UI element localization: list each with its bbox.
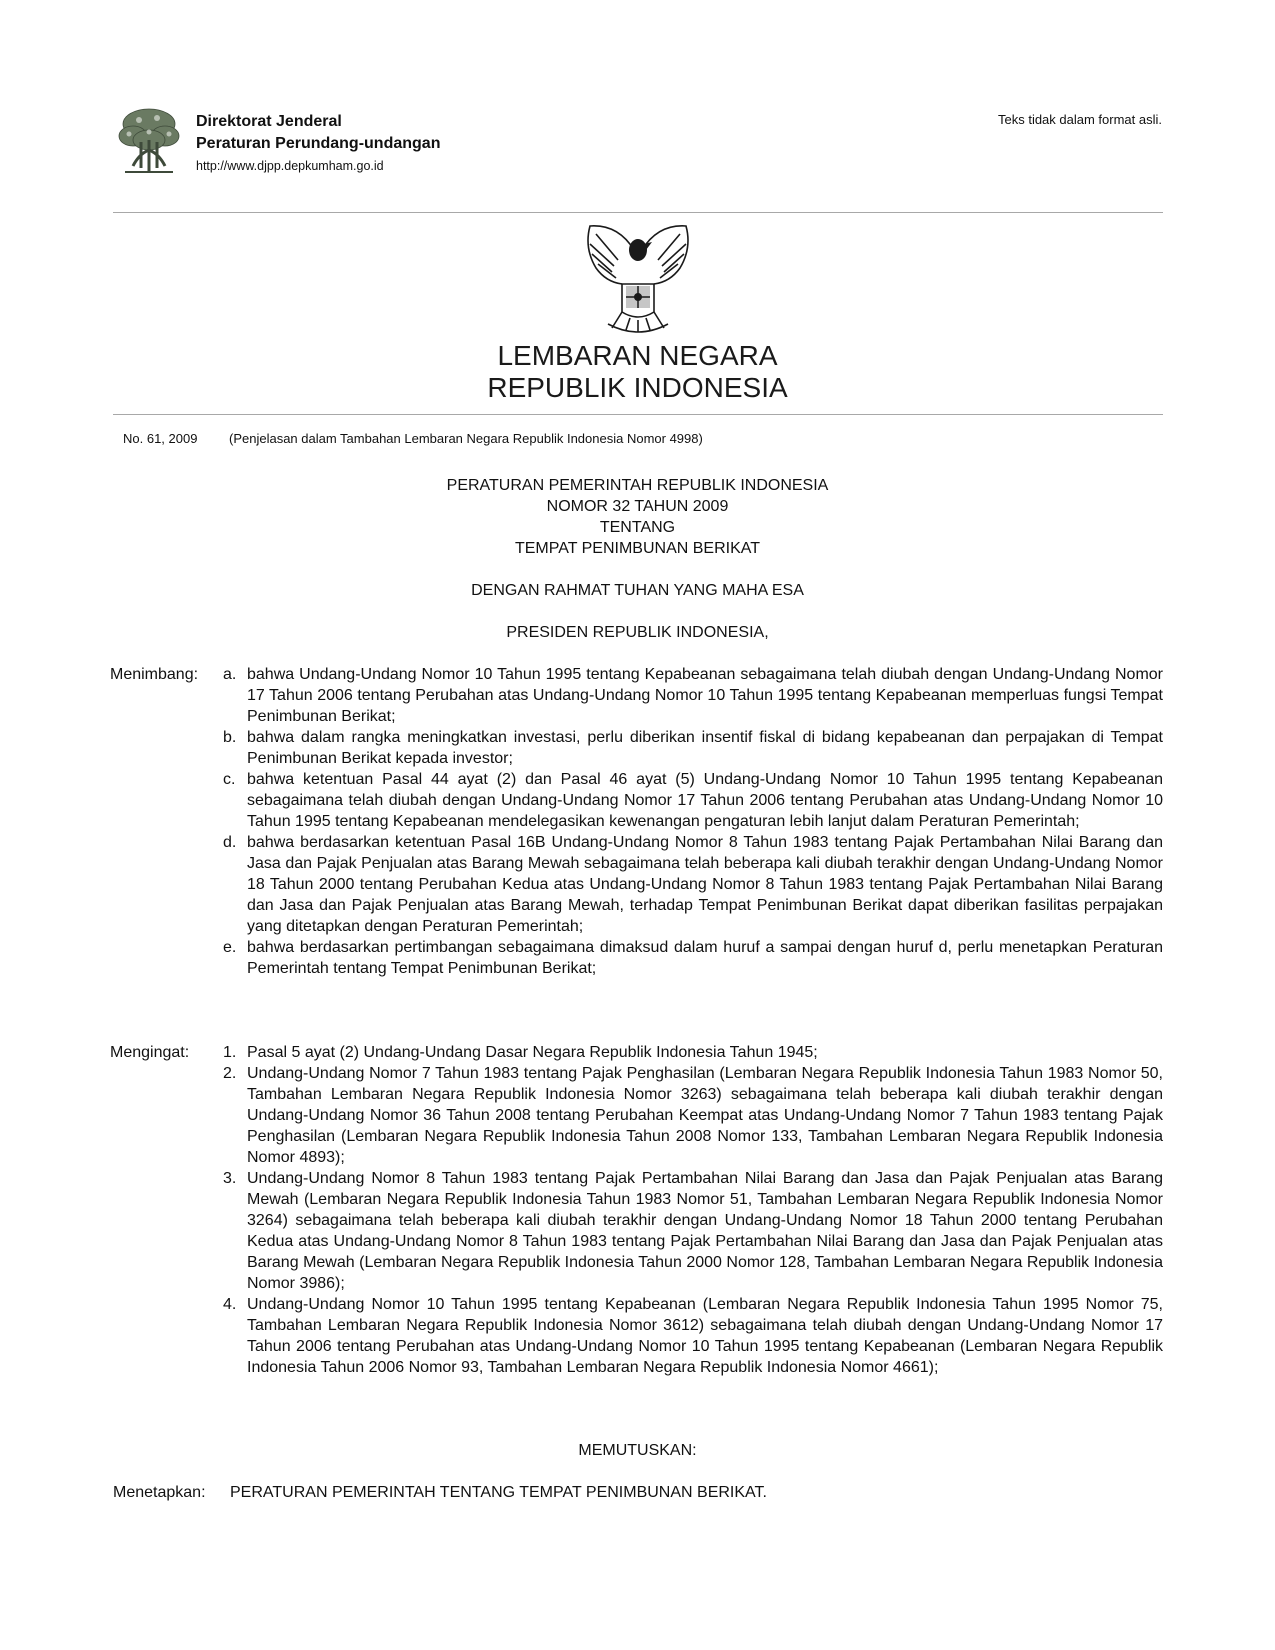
masthead-divider	[113, 414, 1163, 415]
item-text: Undang-Undang Nomor 7 Tahun 1983 tentang Pajak Penghasilan (Lembaran Negara Republik Indonesia Tahun 1983 Nomor 50, Tambahan Lembaran Negara Republik Indonesia Nomor 3263) sebagaimana telah beberapa kali diubah terakhir dengan Undang-Undang Nomor 36 Tahun 2008 tentang Perubahan Keempat atas Undang-Undang Nomor 7 Tahun 1983 tentang Pajak Penghasilan (Lembaran Negara Republik Indonesia Tahun 2008 Nomor 133, Tambahan Lembaran Negara Republik Indonesia Nomor 4893);	[247, 1065, 1163, 1166]
list-item	[223, 769, 1163, 832]
list-item	[223, 727, 1163, 769]
regulation-number: NOMOR 32 TAHUN 2009	[546, 498, 729, 515]
garuda-emblem-icon	[578, 220, 698, 338]
item-text: bahwa dalam rangka meningkatkan investasi, perlu diberikan insentif fiskal di bidang kepabeanan dan perpajakan di Tempat Penimbunan Berikat kepada investor;	[247, 729, 1163, 767]
item-marker: e.	[223, 939, 237, 956]
issue-number: No. 61, 2009	[123, 431, 198, 446]
memutuskan-line: MEMUTUSKAN:	[578, 1442, 697, 1459]
org-name-line2: Peraturan Perundang-undangan	[196, 135, 441, 152]
regulation-title: PERATURAN PEMERINTAH REPUBLIK INDONESIA	[446, 477, 829, 494]
item-marker: a.	[223, 666, 237, 683]
list-item	[223, 664, 1163, 727]
item-text: bahwa berdasarkan pertimbangan sebagaimana dimaksud dalam huruf a sampai dengan huruf d, perlu menetapkan Peraturan Pemerintah tentang Tempat Penimbunan Berikat;	[247, 939, 1163, 977]
list-item	[223, 832, 1163, 937]
regulation-subject: TEMPAT PENIMBUNAN BERIKAT	[514, 540, 761, 557]
item-text: Undang-Undang Nomor 8 Tahun 1983 tentang Pajak Pertambahan Nilai Barang dan Jasa dan Pajak Penjualan atas Barang Mewah (Lembaran Negara Republik Indonesia Tahun 1983 Nomor 51, Tambahan Lembaran Negara Republik Indonesia Nomor 3264) sebagaimana telah beberapa kali diubah terakhir dengan Undang-Undang Nomor 18 Tahun 2000 tentang Perubahan Kedua atas Undang-Undang Nomor 8 Tahun 1983 tentang Pajak Pertambahan Nilai Barang dan Jasa dan Pajak Penjualan atas Barang Mewah (Lembaran Negara Republik Indonesia Tahun 2000 Nomor 128, Tambahan Lembaran Negara Republik Indonesia Nomor 3986);	[247, 1170, 1163, 1292]
item-marker: d.	[223, 834, 237, 851]
list-item	[223, 937, 1163, 979]
regulation-tentang: TENTANG	[599, 519, 676, 536]
tree-logo-icon	[117, 106, 181, 174]
item-marker: b.	[223, 729, 237, 746]
item-marker: 4.	[223, 1296, 237, 1313]
item-marker: 3.	[223, 1170, 237, 1187]
issue-note: (Penjelasan dalam Tambahan Lembaran Negara Republik Indonesia Nomor 4998)	[229, 431, 703, 446]
blessing-line: DENGAN RAHMAT TUHAN YANG MAHA ESA	[471, 582, 804, 599]
mengingat-list	[223, 1042, 1163, 1378]
item-text: bahwa berdasarkan ketentuan Pasal 16B Undang-Undang Nomor 8 Tahun 1983 tentang Pajak Pertambahan Nilai Barang dan Jasa dan Pajak Penjualan atas Barang Mewah sebagaimana telah beberapa kali diubah terakhir dengan Undang-Undang Nomor 18 Tahun 2000 tentang Perubahan Kedua atas Undang-Undang Nomor 8 Tahun 1983 tentang Pajak Pertambahan Nilai Barang dan Jasa dan Pajak Penjualan atas Barang Mewah, terhadap Tempat Penimbunan Berikat dapat diberikan fasilitas perpajakan yang ditetapkan dengan Peraturan Pemerintah;	[247, 834, 1163, 935]
list-item	[223, 1294, 1163, 1378]
menetapkan-label: Menetapkan:	[113, 1484, 206, 1501]
list-item	[223, 1168, 1163, 1294]
gazette-title-line1: LEMBARAN NEGARA	[497, 340, 778, 371]
org-url: http://www.djpp.depkumham.go.id	[196, 159, 384, 173]
format-notice: Teks tidak dalam format asli.	[997, 112, 1162, 127]
mengingat-label: Mengingat:	[110, 1044, 190, 1061]
item-marker: c.	[223, 771, 236, 788]
gazette-title-line2: REPUBLIK INDONESIA	[487, 372, 788, 403]
item-text: Pasal 5 ayat (2) Undang-Undang Dasar Negara Republik Indonesia Tahun 1945;	[247, 1044, 818, 1061]
menimbang-list	[223, 664, 1163, 979]
list-item	[223, 1063, 1163, 1168]
item-text: Undang-Undang Nomor 10 Tahun 1995 tentang Kepabeanan (Lembaran Negara Republik Indonesia Tahun 1995 Nomor 75, Tambahan Lembaran Negara Republik Indonesia Nomor 3612) sebagaimana telah diubah dengan Undang-Undang Nomor 17 Tahun 2006 tentang Perubahan atas Undang-Undang Nomor 10 Tahun 1995 tentang Kepabeanan (Lembaran Negara Republik Indonesia Tahun 2006 Nomor 93, Tambahan Lembaran Negara Republik Indonesia Nomor 4661);	[247, 1296, 1163, 1376]
president-line: PRESIDEN REPUBLIK INDONESIA,	[506, 624, 769, 641]
header-divider	[113, 212, 1163, 213]
item-marker: 1.	[223, 1044, 237, 1061]
menimbang-label: Menimbang:	[110, 666, 199, 683]
item-text: bahwa Undang-Undang Nomor 10 Tahun 1995 tentang Kepabeanan sebagaimana telah diubah dengan Undang-Undang Nomor 17 Tahun 2006 tentang Perubahan atas Undang-Undang Nomor 10 Tahun 1995 tentang Kepabeanan memperluas fungsi Tempat Penimbunan Berikat;	[247, 666, 1163, 725]
item-marker: 2.	[223, 1065, 237, 1082]
item-text: bahwa ketentuan Pasal 44 ayat (2) dan Pasal 46 ayat (5) Undang-Undang Nomor 10 Tahun 1995 tentang Kepabeanan sebagaimana telah diubah dengan Undang-Undang Nomor 17 Tahun 2006 tentang Perubahan atas Undang-Undang Nomor 10 Tahun 1995 tentang Kepabeanan mendelegasikan kewenangan pengaturan lebih lanjut dalam Peraturan Pemerintah;	[247, 771, 1163, 830]
org-name-line1: Direktorat Jenderal	[196, 113, 342, 130]
menetapkan-text: PERATURAN PEMERINTAH TENTANG TEMPAT PENIMBUNAN BERIKAT.	[230, 1484, 767, 1501]
list-item	[223, 1042, 1163, 1063]
